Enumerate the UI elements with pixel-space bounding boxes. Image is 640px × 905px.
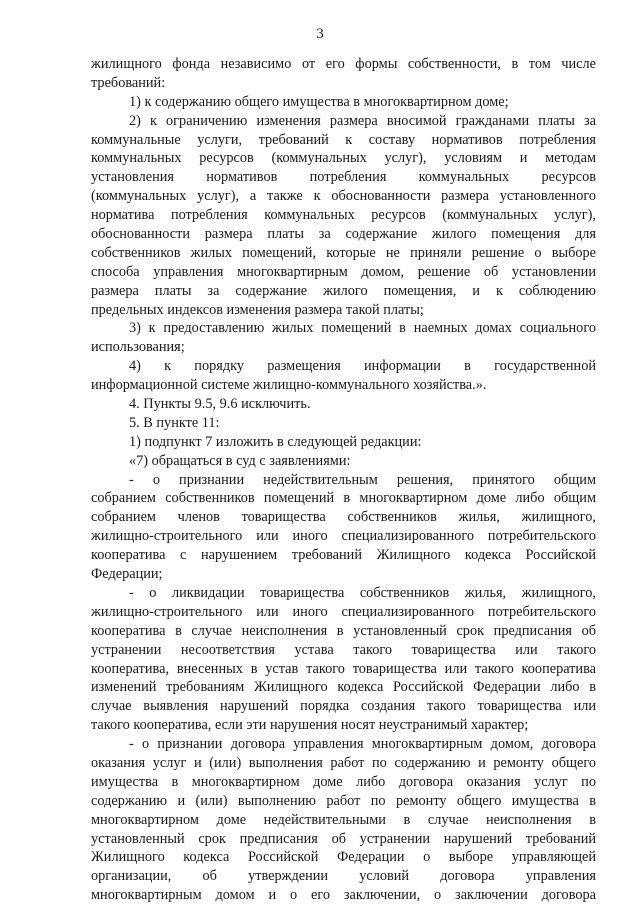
text-line: кооператива в случае неисполнения в установленный срок предписания об: [91, 622, 596, 639]
text-line: кооператива, внесенных в устав такого товарищества или такого кооператива: [91, 660, 596, 677]
text-line: собственников жилых помещений, которые не приняли решение о выборе: [91, 244, 596, 261]
text-line: собранием собственников помещений в многоквартирном доме либо общим: [91, 490, 596, 507]
text-line: жилищного фонда независимо от его формы собственности, в том числе: [91, 56, 596, 72]
text-line: 4. Пункты 9.5, 9.6 исключить.: [129, 396, 311, 413]
text-line: устранении несоответствия устава такого товарищества или такого: [91, 641, 596, 658]
text-line: - о ликвидации товарищества собственников жилья, жилищного,: [129, 584, 596, 601]
text-line: «7) обращаться в суд с заявлениями:: [129, 452, 351, 469]
text-line: предельных индексов изменения размера такой платы;: [91, 301, 424, 318]
text-line: собранием членов товарищества собственников жилья, жилищного,: [91, 509, 596, 526]
text-line: жилищно-строительного или иного специализированного потребительского: [91, 603, 596, 620]
text-line: использования;: [91, 339, 185, 356]
text-line: жилищно-строительного или иного специализированного потребительского: [91, 528, 596, 545]
text-line: - о признании недействительным решения, принятого общим: [129, 471, 596, 488]
text-line: способа управления многоквартирным домом, решение об установлении: [91, 263, 596, 280]
text-line: 3) к предоставлению жилых помещений в наемных домах социального: [129, 320, 596, 337]
text-line: обоснованности размера платы за содержание жилого помещения для: [91, 226, 596, 243]
text-line: кооператива с нарушением требований Жилищного кодекса Российской: [91, 547, 596, 564]
text-line: 1) подпункт 7 изложить в следующей редакции:: [129, 433, 422, 450]
text-line: 5. В пункте 11:: [129, 414, 220, 431]
text-line: требований:: [91, 74, 166, 91]
text-line: коммунальных ресурсов (коммунальных услуг), условиям и методам: [91, 150, 596, 167]
text-line: - о признании договора управления многоквартирным домом, договора: [129, 736, 596, 753]
text-line: 4) к порядку размещения информации в государственной: [129, 358, 596, 375]
text-line: установления нормативов потребления коммунальных ресурсов: [91, 169, 596, 186]
text-line: Федерации;: [91, 566, 163, 583]
text-line: установленный срок предписания об устранении нарушений требований: [91, 830, 596, 847]
text-line: норматива потребления коммунальных ресурсов (коммунальных услуг),: [91, 207, 596, 224]
text-line: изменений требованиям Жилищного кодекса Российской Федерации либо в: [91, 679, 596, 696]
text-line: такого кооператива, если эти нарушения носят неустранимый характер;: [91, 717, 529, 734]
text-line: содержанию и (или) выполнению работ по ремонту общего имущества в: [91, 792, 596, 809]
text-line: организации, об утверждении условий договора управления: [91, 868, 596, 885]
text-line: многоквартирным домом и о его заключении, о заключении договора: [91, 887, 596, 904]
text-line: имущества в многоквартирном доме либо договора оказания услуг по: [91, 773, 596, 790]
text-line: оказания услуг и (или) выполнения работ по содержанию и ремонту общего: [91, 754, 596, 771]
text-line: (коммунальных услуг), а также к обоснованности размера установленного: [91, 188, 596, 205]
text-line: информационной системе жилищно-коммунального хозяйства.».: [91, 377, 487, 394]
text-line: многоквартирном доме недействительными в случае неисполнения в: [91, 811, 596, 828]
text-line: 1) к содержанию общего имущества в многоквартирном доме;: [129, 93, 509, 110]
body-text: [91, 55, 596, 905]
text-line: 2) к ограничению изменения размера вносимой гражданами платы за: [129, 112, 596, 129]
text-line: Жилищного кодекса Российской Федерации о выборе управляющей: [91, 849, 596, 866]
text-line: случае выявления нарушений порядка создания такого товарищества или: [91, 698, 596, 715]
text-line: размера платы за содержание жилого помещения, и к соблюдению: [91, 282, 596, 299]
text-line: коммунальные услуги, требований к составу нормативов потребления: [91, 131, 596, 148]
page-number: 3: [316, 26, 324, 42]
